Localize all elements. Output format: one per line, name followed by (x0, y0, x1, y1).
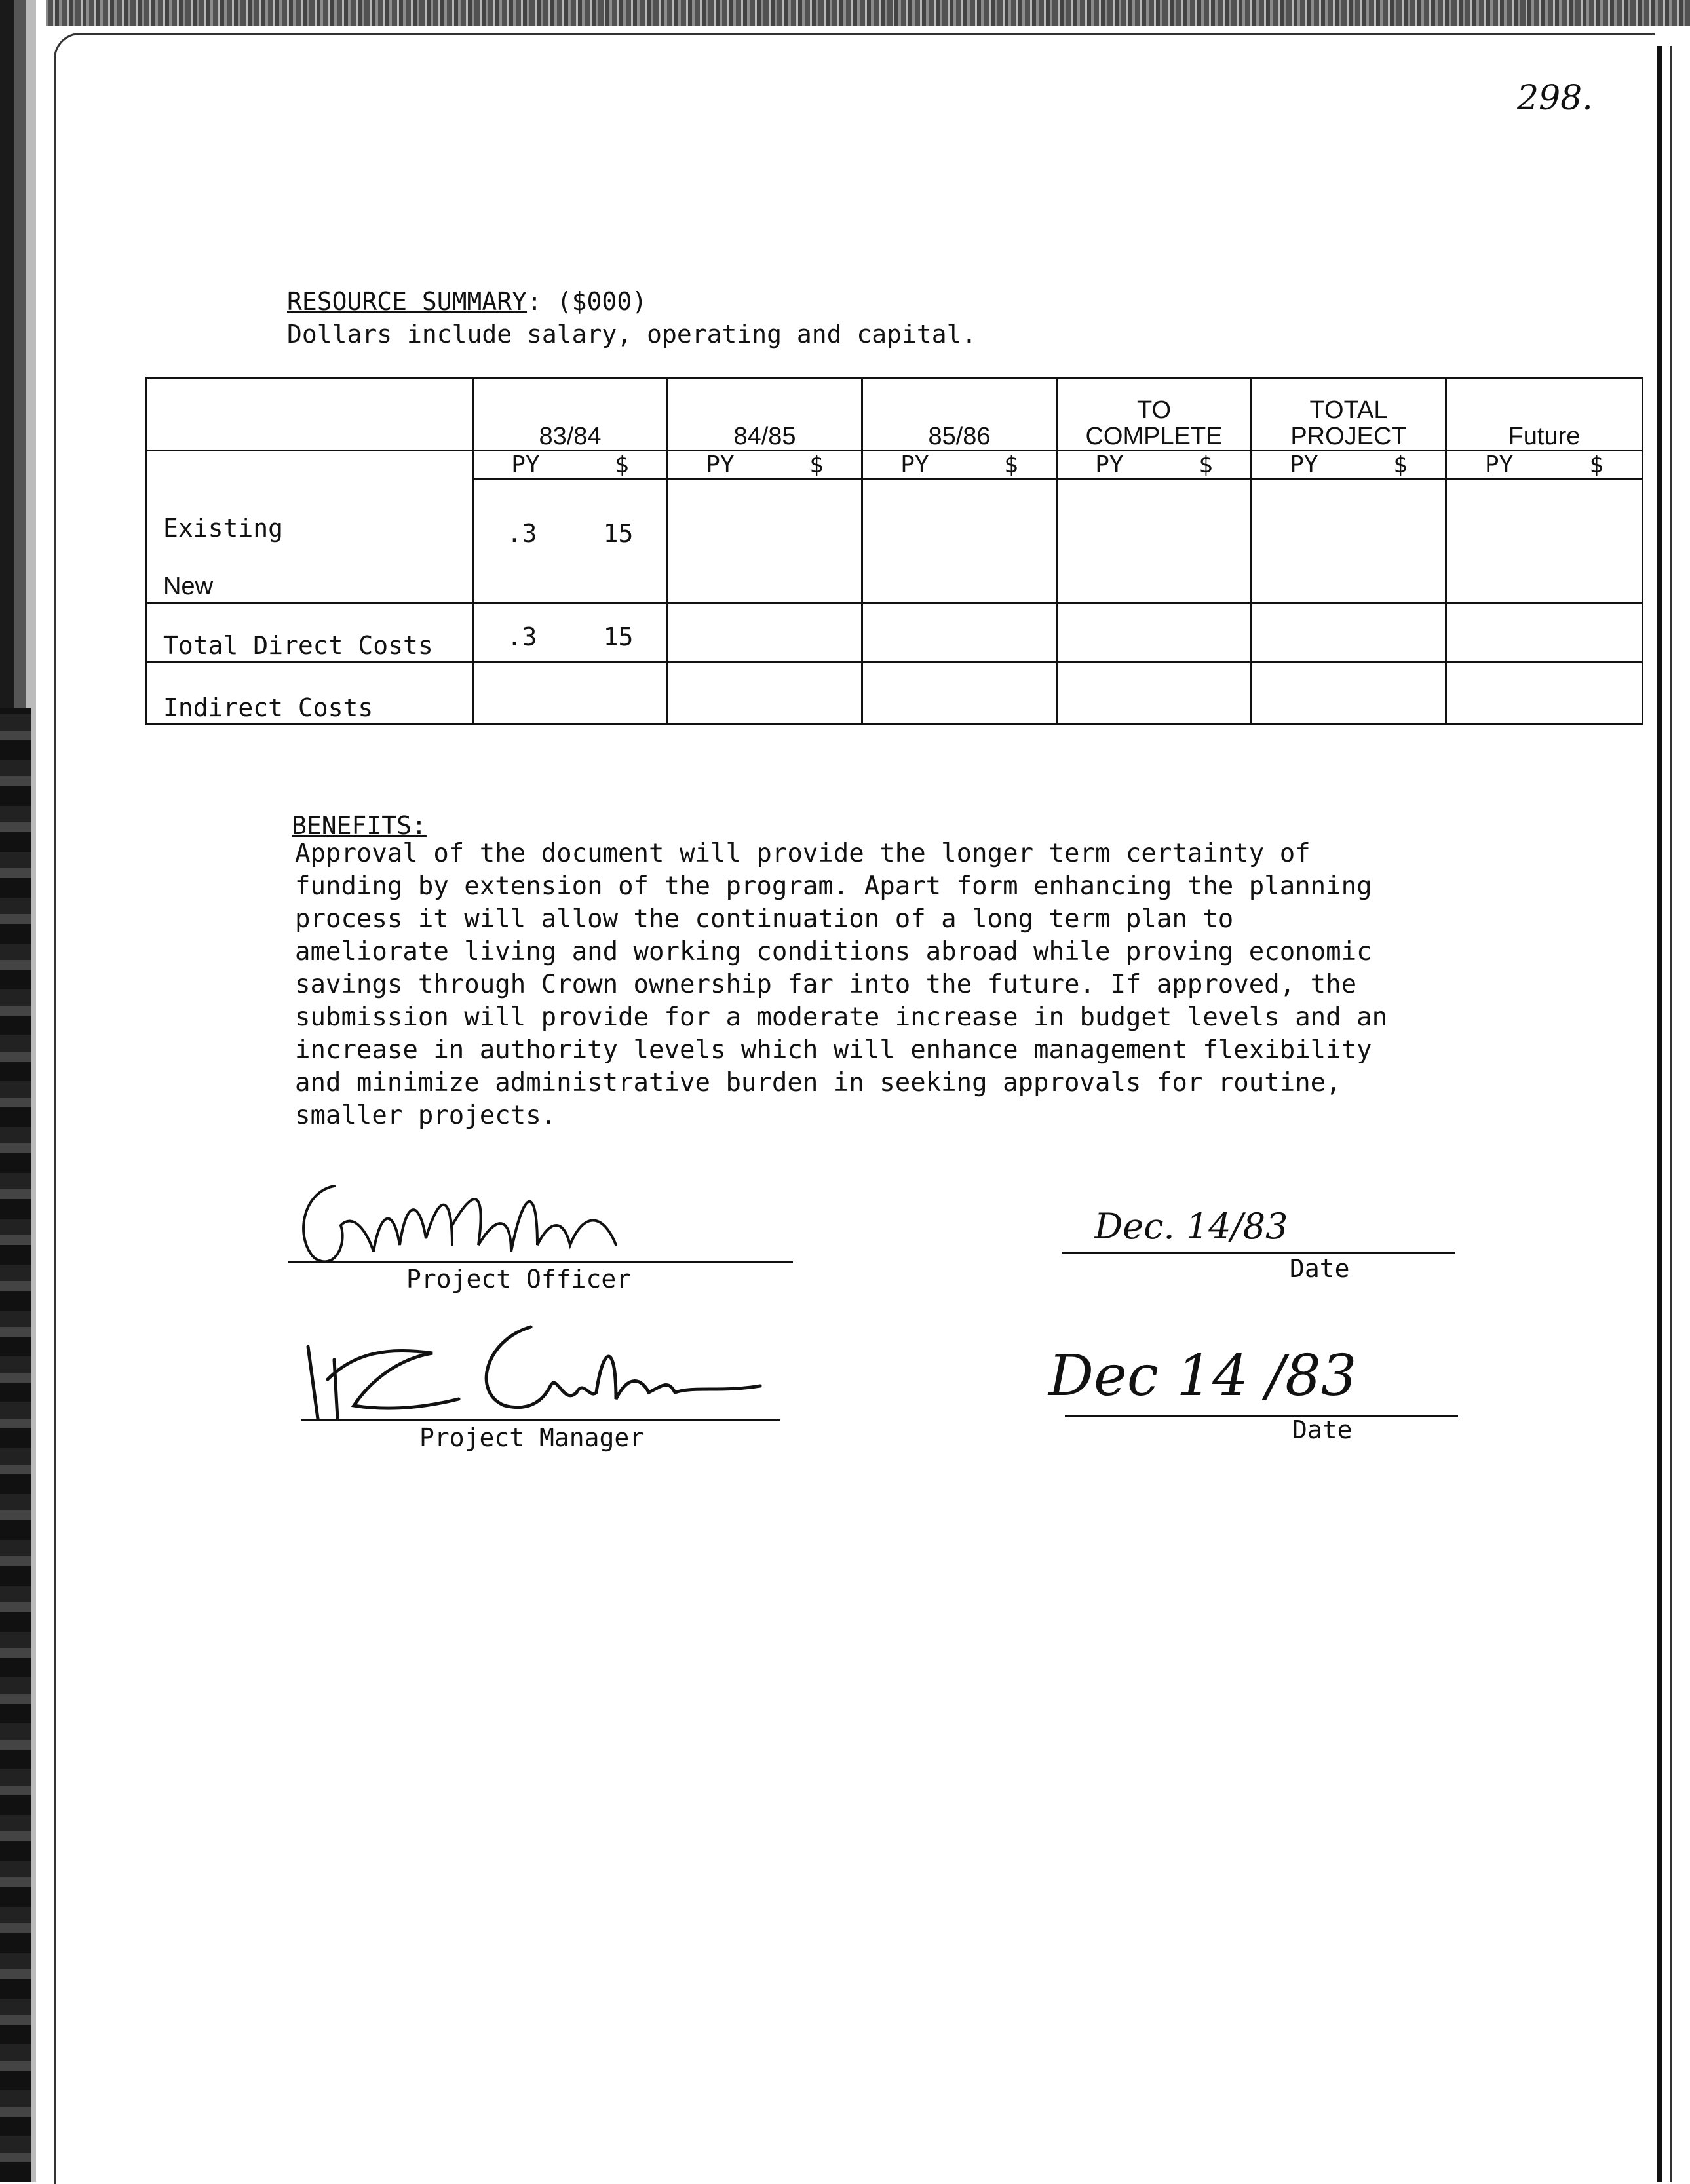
header-col-8384 (473, 378, 668, 451)
total-to-complete-cell (1057, 603, 1252, 662)
project-officer-signature (288, 1173, 655, 1271)
indirect-8485-cell (668, 662, 862, 725)
project-manager-date-label: Date (1292, 1415, 1353, 1444)
existing-py-value: .3 (507, 519, 537, 548)
project-officer-line (288, 1261, 793, 1263)
existing-new-label-cell (147, 451, 473, 603)
resource-summary-subtitle: Dollars include salary, operating and capital. (287, 320, 977, 349)
header-line2: 84/85 (733, 423, 796, 450)
py-label: PY (900, 451, 929, 478)
project-manager-line (301, 1419, 780, 1421)
total-future-cell (1446, 603, 1643, 662)
header-line2: COMPLETE (1085, 423, 1223, 450)
benefits-line: process it will allow the continuation of a long term plan to (295, 904, 1234, 934)
benefits-line: ameliorate living and working conditions abroad while proving economic (295, 937, 1372, 967)
existing-label: Existing (163, 514, 284, 543)
subheader-total-project (1252, 451, 1446, 479)
subheader-future (1446, 451, 1643, 479)
header-line2: Future (1508, 423, 1581, 450)
existing-8586-cell (862, 479, 1057, 603)
total-8586-cell (862, 603, 1057, 662)
project-officer-date-line (1062, 1252, 1455, 1254)
indirect-8586-cell (862, 662, 1057, 725)
resource-summary-title-suffix: : ($000) (527, 287, 647, 316)
py-label: PY (1095, 451, 1124, 478)
project-manager-date-handwritten: Dec 14 /83 (1048, 1343, 1357, 1409)
header-line2: PROJECT (1290, 423, 1407, 450)
indirect-costs-label: Indirect Costs (147, 662, 473, 725)
subheader-8384 (473, 451, 668, 479)
py-label: PY (511, 451, 540, 478)
subheader-to-complete (1057, 451, 1252, 479)
subheader-8586 (862, 451, 1057, 479)
header-col-8485 (668, 378, 862, 451)
benefits-line: and minimize administrative burden in seeking approvals for routine, (295, 1068, 1341, 1098)
dollar-label: $ (809, 451, 824, 478)
dollar-label: $ (1393, 451, 1408, 478)
total-8485-cell (668, 603, 862, 662)
header-line1: TO (1136, 396, 1172, 424)
existing-8485-cell (668, 479, 862, 603)
existing-total-project-cell (1252, 479, 1446, 603)
project-manager-signature (288, 1307, 799, 1425)
benefits-line: funding by extension of the program. Apart form enhancing the planning (295, 872, 1372, 901)
project-manager-date-line (1065, 1415, 1458, 1417)
py-label: PY (1484, 451, 1514, 478)
header-line2: 83/84 (539, 423, 602, 450)
scan-binding-strip (0, 708, 31, 2182)
page-number: 298. (1517, 79, 1593, 118)
indirect-to-complete-cell (1057, 662, 1252, 725)
header-col-to-complete (1057, 378, 1252, 451)
dollar-label: $ (1004, 451, 1018, 478)
total-8384-cell (473, 603, 668, 662)
existing-dollar-value: 15 (603, 519, 634, 548)
resource-summary-title (287, 287, 647, 316)
indirect-future-cell (1446, 662, 1643, 725)
total-direct-costs-label: Total Direct Costs (147, 603, 473, 662)
indirect-8384-cell (473, 662, 668, 725)
project-manager-label: Project Manager (419, 1423, 645, 1452)
total-py-value: .3 (507, 623, 537, 651)
py-label: PY (1290, 451, 1318, 478)
header-corner-cell (147, 378, 473, 451)
dollar-label: $ (615, 451, 629, 478)
total-total-project-cell (1252, 603, 1446, 662)
benefits-body (295, 837, 1461, 1132)
dollar-label: $ (1589, 451, 1604, 478)
benefits-line: smaller projects. (295, 1101, 557, 1130)
dollar-label: $ (1199, 451, 1213, 478)
page-right-edge (1657, 46, 1662, 2182)
total-dollar-value: 15 (603, 623, 634, 651)
table-subheader-row (147, 451, 1643, 479)
project-officer-date-label: Date (1290, 1254, 1350, 1283)
benefits-line: Approval of the document will provide the longer term certainty of (295, 839, 1311, 868)
project-officer-label: Project Officer (406, 1265, 632, 1293)
header-line1: TOTAL (1309, 396, 1388, 424)
py-label: PY (706, 451, 735, 478)
existing-to-complete-cell (1057, 479, 1252, 603)
existing-8384-cell (473, 479, 668, 603)
benefits-title: BENEFITS: (292, 811, 427, 840)
benefits-line: savings through Crown ownership far into the future. If approved, the (295, 970, 1357, 999)
new-label: New (163, 573, 214, 600)
resource-summary-title-main: RESOURCE SUMMARY (287, 287, 528, 316)
existing-future-cell (1446, 479, 1643, 603)
benefits-line: increase in authority levels which will enhance management flexibility (295, 1035, 1372, 1065)
header-col-future (1446, 378, 1643, 451)
table-header-row (147, 378, 1643, 451)
subheader-8485 (668, 451, 862, 479)
benefits-line: submission will provide for a moderate increase in budget levels and an (295, 1003, 1388, 1032)
header-col-8586 (862, 378, 1057, 451)
indirect-costs-row (147, 662, 1643, 725)
page-right-edge-inner (1670, 46, 1672, 2182)
total-direct-costs-row (147, 603, 1643, 662)
scan-top-edge (0, 0, 1690, 26)
project-officer-date-handwritten: Dec. 14/83 (1094, 1206, 1288, 1247)
header-line2: 85/86 (928, 423, 991, 450)
indirect-total-project-cell (1252, 662, 1446, 725)
header-col-total-project (1252, 378, 1446, 451)
resource-summary-table (145, 377, 1643, 725)
